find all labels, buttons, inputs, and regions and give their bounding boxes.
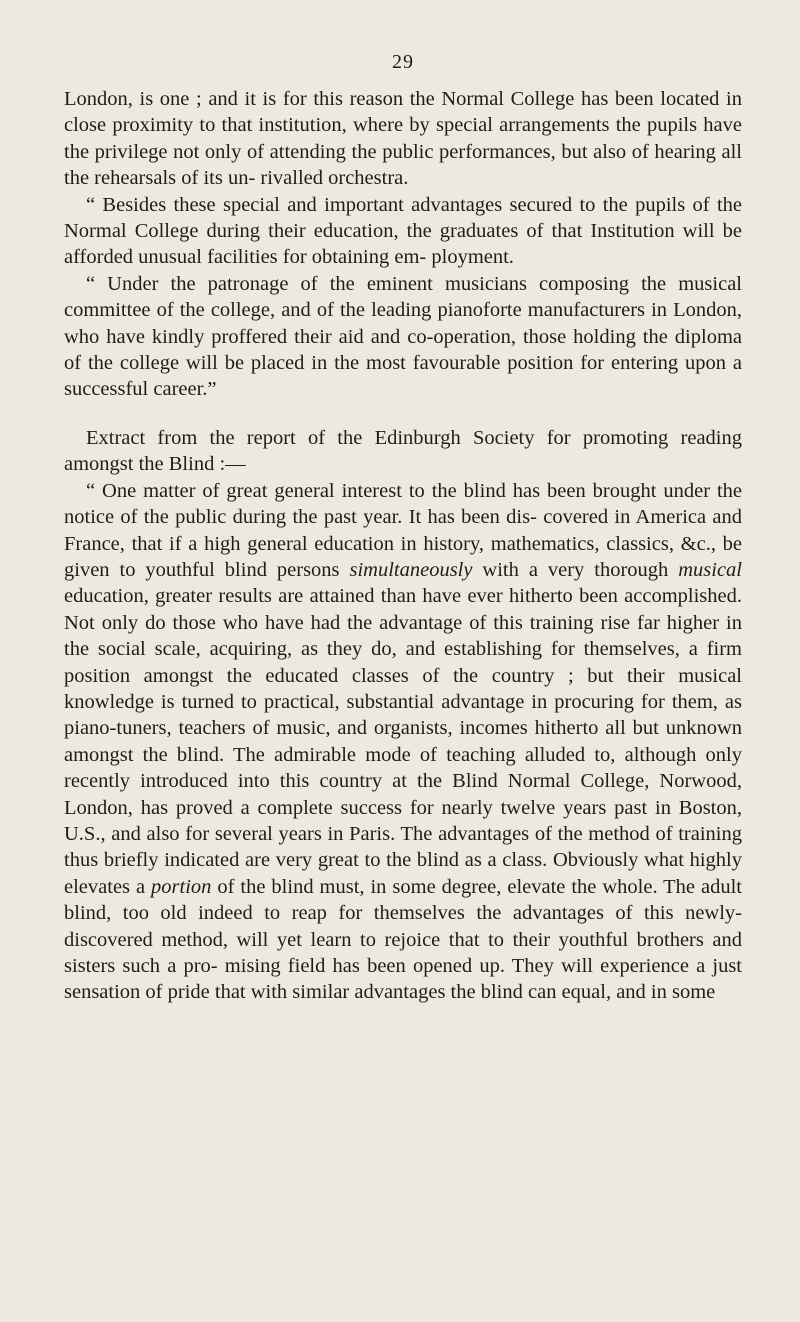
paragraph-one-matter	[64, 478, 742, 1006]
italic-text: simultaneously	[349, 558, 473, 581]
paragraph-london: London, is one ; and it is for this reason the Normal College has been located in close proximity to that institution, where by special arrangements the pupils have the privilege not only of attending the public performances, but also of hearing all the rehearsals of its un- rivalled orchestra.	[64, 88, 742, 190]
page-number: 29	[392, 51, 414, 73]
text-run: with a very thorough	[472, 558, 679, 581]
text-run: “ One matter of great general interest to the blind has been brought under the notice of the public during the past year. It has been dis- covered in America and France, that if a high general education in history, mathematics, classics, &c., be given to youthful blind persons	[64, 479, 742, 581]
body-text	[64, 86, 742, 1006]
italic-text: musical	[678, 558, 743, 581]
paragraph-extract-intro: Extract from the report of the Edinburgh Society for promoting reading amongst the Blind :—	[64, 426, 742, 476]
paragraph-under-patronage: “ Under the patronage of the eminent musicians composing the musical committee of the college, and of the leading pianoforte manufacturers in London, who have kindly proffered their aid and co-operation, those holding the diploma of the college will be placed in the most favourable position for entering upon a successful career.”	[64, 272, 742, 401]
italic-text: portion	[151, 875, 212, 898]
text-run: of the blind must, in some degree, elevate the whole. The adult blind, too old indeed to reap for themselves the advantages of this newly-discovered method, will yet learn to rejoice that to their youthful brothers and sisters such a pro- mising field has been opened up. They will experience a just sensation of pride that with similar advantages the blind can equal, and in some	[64, 875, 742, 1004]
paragraph-besides: “ Besides these special and important advantages secured to the pupils of the Normal College during their education, the graduates of that Institution will be afforded unusual facilities for obtaining em- ployment.	[64, 193, 742, 269]
text-run: education, greater results are attained than have ever hitherto been accomplished. Not only do those who have had the advantage of this training rise far higher in the social scale, acquiring, as they do, and establishing for themselves, a firm position amongst the educated classes of the country ; but their musical knowledge is turned to practical, substantial advantage in procuring for them, as piano-tuners, teachers of music, and organists, incomes hitherto all but unknown amongst the blind. The admirable mode of teaching alluded to, although only recently introduced into this country at the Blind Normal College, Norwood, London, has proved a complete success for nearly twelve years past in Boston, U.S., and also for several years in Paris. The advantages of the method of training thus briefly indicated are very great to the blind as a class. Obviously what highly elevates a	[64, 585, 742, 898]
